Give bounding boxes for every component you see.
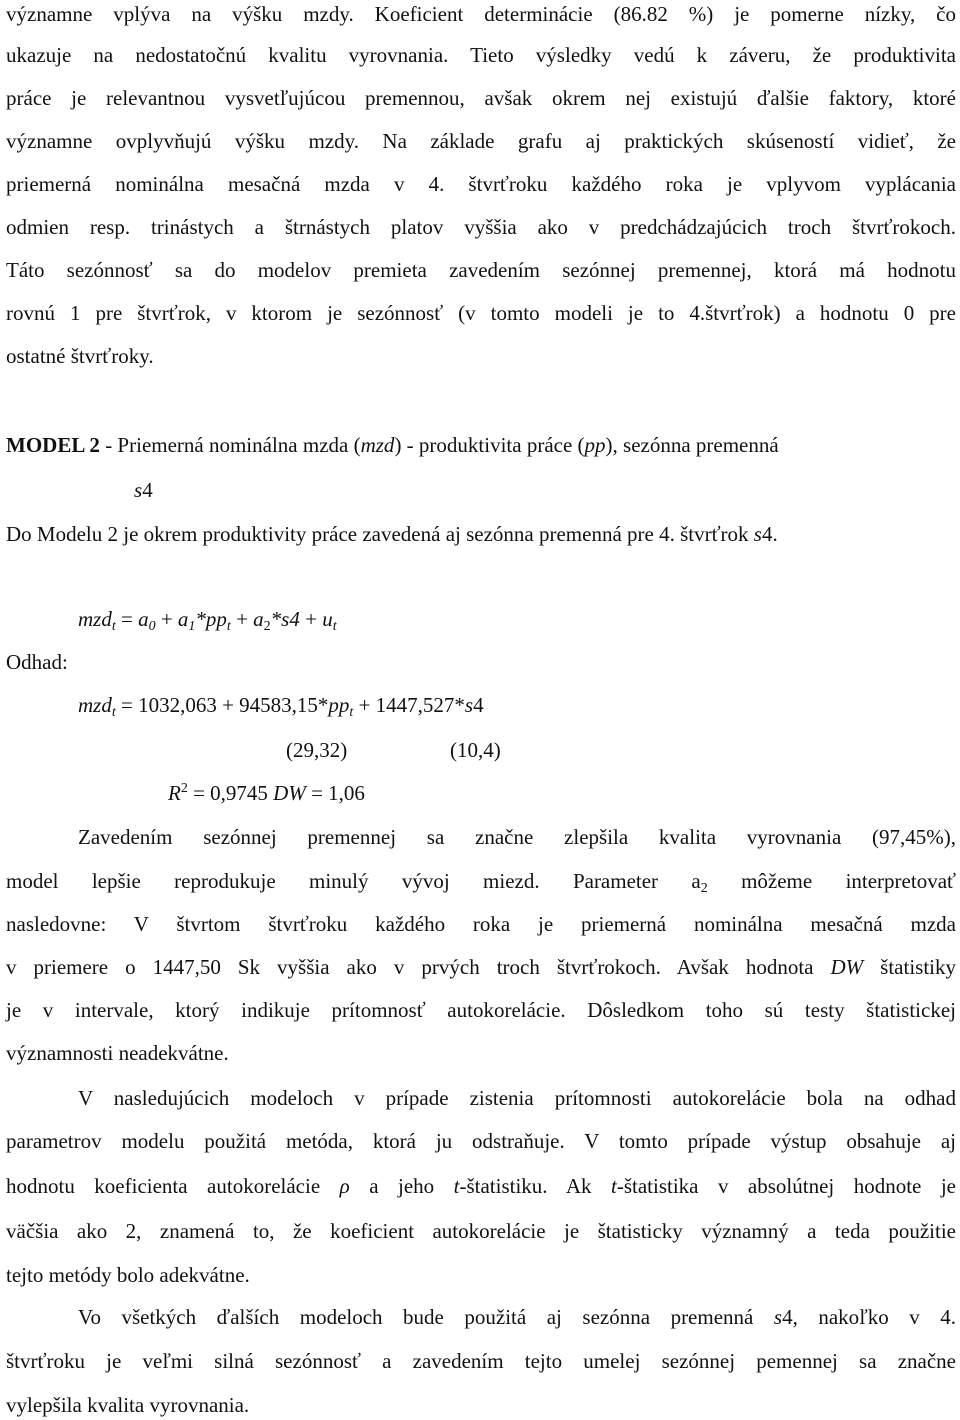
paragraph-line: Vo všetkých ďalších modeloch bude použitá aj sezónna premenná s4, nakoľko v 4. [78, 1305, 956, 1329]
model-title: MODEL 2 [6, 433, 100, 457]
estimated-equation: $mzd_t = 1032,063 + 94583,15*pp_t + 1447,527*s4$ [78, 693, 484, 720]
paragraph-line: väčšia ako 2, znamená to, že koeficient autokorelácie je štatisticky významný a teda použitie [6, 1219, 956, 1243]
t-stat-2: (10,4) [450, 738, 501, 762]
paragraph-line: vylepšila kvalita vyrovnania. [6, 1393, 250, 1417]
model-heading: MODEL 2 - Priemerná nominálna mzda (mzd) - produktivita práce (pp), sezónna premenná [6, 433, 779, 457]
paragraph-line: Zavedením sezónnej premennej sa značne zlepšila kvalita vyrovnania (97,45%), [78, 825, 956, 849]
paragraph-line: Táto sezónnosť sa do modelov premieta zavedením sezónnej premennej, ktorá má hodnotu [6, 258, 956, 282]
paragraph-line: tejto metódy bolo adekvátne. [6, 1263, 250, 1287]
paragraph-line: štvrťroku je veľmi silná sezónnosť a zavedením tejto umelej sezónnej pemennej sa značne [6, 1349, 956, 1373]
paragraph-line: hodnotu koeficienta autokorelácie ρ a jeho t-štatistiku. Ak t-štatistika v absolútnej hodnote je [6, 1174, 956, 1198]
paragraph-line: v priemere o 1447,50 Sk vyššia ako v prvých troch štvrťrokoch. Avšak hodnota DW štatistiky [6, 955, 956, 979]
fit-statistics: $R^2 = 0,9745$ DW = 1,06 [168, 781, 365, 805]
model-heading-cont: s4 [134, 478, 153, 502]
paragraph-line: odmien resp. trinástych a štrnástych platov vyššia ako v predchádzajúcich troch štvrťrokoch. [6, 215, 956, 239]
paragraph-line: významne vplýva na výšku mzdy. Koeficient determinácie (86.82 %) je pomerne nízky, čo [6, 2, 956, 26]
paragraph-line: priemerná nominálna mesačná mzda v 4. štvrťroku každého roka je vplyvom vyplácania [6, 172, 956, 196]
t-stat-1: (29,32) [286, 738, 348, 762]
model-equation: $mzd_t = a_0 + a_1*pp_t + a_2*s4 + u_t$ [78, 607, 337, 634]
paragraph-line: parametrov modelu použitá metóda, ktorá ju odstraňuje. V tomto prípade výstup obsahuje aj [6, 1129, 956, 1153]
odhad-label: Odhad: [6, 650, 68, 674]
paragraph-line: nasledovne: V štvrtom štvrťroku každého roka je priemerná nominálna mesačná mzda [6, 912, 956, 936]
paragraph-line: významne ovplyvňujú výšku mzdy. Na základe grafu aj praktických skúseností vidieť, že [6, 129, 956, 153]
paragraph-line: ostatné štvrťroky. [6, 344, 154, 368]
paragraph-line: je v intervale, ktorý indikuje prítomnosť autokorelácie. Dôsledkom toho sú testy štatistickej [6, 998, 956, 1022]
paragraph-line: model lepšie reprodukuje minulý vývoj miezd. Parameter $a_2$ môžeme interpretovať [6, 869, 956, 896]
paragraph-line: V nasledujúcich modeloch v prípade zistenia prítomnosti autokorelácie bola na odhad [78, 1086, 956, 1110]
paragraph-line: rovnú 1 pre štvrťrok, v ktorom je sezónnosť (v tomto modeli je to 4.štvrťrok) a hodnotu 0 pre [6, 301, 956, 325]
paragraph-line: práce je relevantnou vysvetľujúcou premennou, avšak okrem nej existujú ďalšie faktory, ktoré [6, 86, 956, 110]
paragraph-line: ukazuje na nedostatočnú kvalitu vyrovnania. Tieto výsledky vedú k záveru, že produktivita [6, 43, 956, 67]
paragraph-line: významnosti neadekvátne. [6, 1041, 229, 1065]
model-intro: Do Modelu 2 je okrem produktivity práce zavedená aj sezónna premenná pre 4. štvrťrok s4. [6, 522, 778, 546]
